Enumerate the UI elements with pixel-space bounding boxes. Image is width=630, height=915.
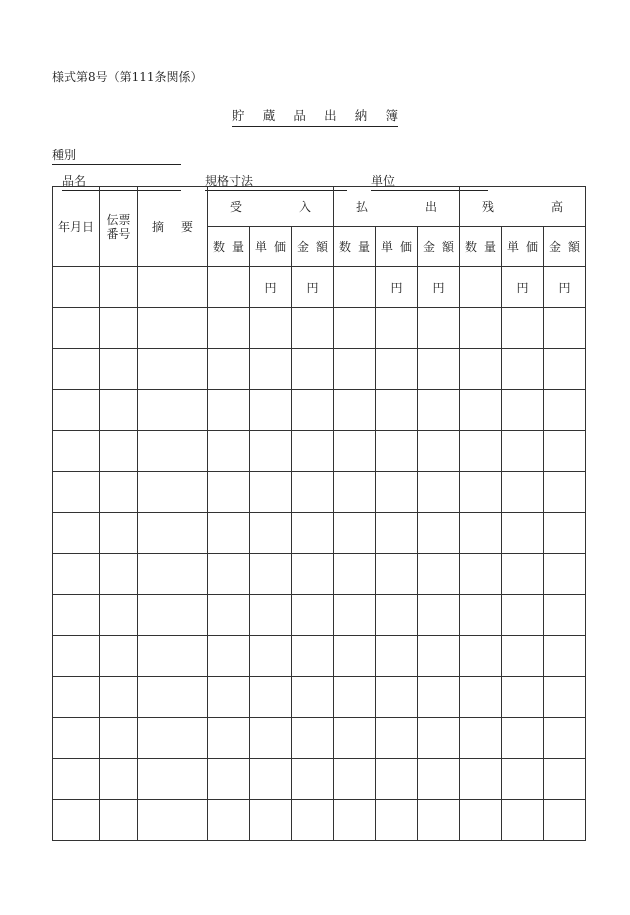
ledger-cell[interactable]	[208, 677, 250, 718]
ledger-cell[interactable]	[100, 636, 138, 677]
ledger-cell[interactable]	[502, 472, 544, 513]
ledger-cell[interactable]	[544, 431, 586, 472]
yen-unit-label: 円	[390, 280, 403, 295]
ledger-cell[interactable]	[100, 595, 138, 636]
quantity-header-char: 量	[357, 240, 370, 254]
payment-quantity-header	[334, 227, 376, 267]
ledger-cell[interactable]	[100, 513, 138, 554]
amount-header-char: 額	[567, 240, 580, 254]
ledger-cell[interactable]	[460, 267, 502, 308]
ledger-cell[interactable]	[418, 759, 460, 800]
ledger-cell[interactable]	[544, 595, 586, 636]
item-name-label: 品名	[62, 174, 87, 188]
ledger-cell[interactable]	[292, 472, 334, 513]
ledger-cell[interactable]	[292, 554, 334, 595]
quantity-header-char: 数	[213, 240, 226, 254]
ledger-cell[interactable]	[544, 718, 586, 759]
ledger-cell[interactable]	[53, 431, 100, 472]
ledger-cell[interactable]	[100, 390, 138, 431]
ledger-cell[interactable]	[53, 267, 100, 308]
ledger-cell[interactable]	[376, 554, 418, 595]
spec-label: 規格寸法	[205, 174, 254, 188]
ledger-cell[interactable]	[418, 308, 460, 349]
ledger-cell[interactable]	[208, 595, 250, 636]
ledger-cell[interactable]	[334, 554, 376, 595]
ledger-cell[interactable]	[334, 349, 376, 390]
ledger-cell[interactable]	[292, 390, 334, 431]
title-char: 品	[293, 108, 306, 123]
quantity-header-char: 量	[483, 240, 496, 254]
ledger-cell[interactable]	[502, 718, 544, 759]
ledger-cell[interactable]	[334, 472, 376, 513]
ledger-cell[interactable]	[292, 800, 334, 841]
ledger-cell[interactable]	[334, 759, 376, 800]
kind-field[interactable]	[52, 146, 181, 165]
quantity-header-char: 数	[465, 240, 478, 254]
ledger-cell[interactable]	[544, 800, 586, 841]
ledger-cell[interactable]	[376, 636, 418, 677]
ledger-cell[interactable]	[53, 513, 100, 554]
ledger-cell[interactable]	[544, 349, 586, 390]
yen-unit-label: 円	[432, 280, 445, 295]
ledger-cell[interactable]	[544, 759, 586, 800]
ledger-row	[53, 636, 586, 677]
ledger-cell[interactable]	[100, 431, 138, 472]
ledger-cell[interactable]	[53, 472, 100, 513]
ledger-cell[interactable]	[376, 677, 418, 718]
ledger-cell[interactable]	[138, 472, 208, 513]
ledger-row	[53, 513, 586, 554]
ledger-cell[interactable]	[138, 431, 208, 472]
ledger-cell[interactable]	[544, 554, 586, 595]
ledger-cell[interactable]	[250, 308, 292, 349]
ledger-cell[interactable]	[334, 636, 376, 677]
ledger-cell[interactable]	[376, 759, 418, 800]
ledger-cell[interactable]	[544, 636, 586, 677]
amount-header-char: 金	[549, 240, 562, 254]
ledger-cell[interactable]	[376, 431, 418, 472]
ledger-row	[53, 554, 586, 595]
ledger-cell[interactable]	[376, 349, 418, 390]
quantity-header-char: 量	[231, 240, 244, 254]
slip-header-line1: 伝票	[106, 212, 131, 227]
ledger-cell[interactable]	[502, 595, 544, 636]
ledger-cell[interactable]	[460, 554, 502, 595]
ledger-cell[interactable]	[502, 349, 544, 390]
title-char: 簿	[385, 108, 398, 123]
ledger-cell[interactable]	[53, 390, 100, 431]
yen-unit-label: 円	[264, 280, 277, 295]
ledger-cell[interactable]	[53, 718, 100, 759]
summary-char: 摘	[152, 220, 165, 234]
ledger-cell[interactable]	[138, 759, 208, 800]
ledger-cell[interactable]	[334, 595, 376, 636]
ledger-cell[interactable]	[502, 800, 544, 841]
ledger-cell[interactable]	[418, 472, 460, 513]
ledger-cell[interactable]	[208, 759, 250, 800]
amount-header-char: 金	[297, 240, 310, 254]
balance-header	[460, 187, 586, 227]
ledger-cell[interactable]	[502, 267, 544, 308]
ledger-cell[interactable]	[334, 677, 376, 718]
ledger-cell[interactable]	[544, 677, 586, 718]
ledger-cell[interactable]	[418, 267, 460, 308]
amount-header-char: 額	[441, 240, 454, 254]
ledger-cell[interactable]	[460, 718, 502, 759]
ledger-cell[interactable]	[100, 349, 138, 390]
yen-unit-label: 円	[516, 280, 529, 295]
balance-unit-price-header	[502, 227, 544, 267]
ledger-row	[53, 308, 586, 349]
ledger-cell[interactable]	[208, 390, 250, 431]
ledger-cell[interactable]	[250, 800, 292, 841]
ledger-cell[interactable]	[460, 390, 502, 431]
payment-header	[334, 187, 460, 227]
ledger-cell[interactable]	[53, 759, 100, 800]
ledger-cell[interactable]	[53, 595, 100, 636]
receipt-quantity-header	[208, 227, 250, 267]
ledger-cell[interactable]	[208, 800, 250, 841]
ledger-cell[interactable]	[334, 267, 376, 308]
ledger-row	[53, 472, 586, 513]
ledger-cell[interactable]	[250, 390, 292, 431]
ledger-cell[interactable]	[376, 718, 418, 759]
ledger-cell[interactable]	[460, 800, 502, 841]
unit-price-header-char: 価	[525, 240, 538, 254]
ledger-cell[interactable]	[250, 472, 292, 513]
title-char: 出	[324, 108, 337, 123]
receipt-amount-header	[292, 227, 334, 267]
balance-char: 残	[482, 200, 495, 214]
ledger-cell[interactable]	[100, 677, 138, 718]
ledger-cell[interactable]	[334, 431, 376, 472]
ledger-cell[interactable]	[418, 677, 460, 718]
balance-quantity-header	[460, 227, 502, 267]
ledger-cell[interactable]	[502, 554, 544, 595]
ledger-cell[interactable]	[250, 636, 292, 677]
ledger-cell[interactable]	[292, 308, 334, 349]
summary-char: 要	[180, 220, 193, 234]
ledger-cell[interactable]	[138, 800, 208, 841]
payment-unit-price-header	[376, 227, 418, 267]
amount-header-char: 金	[423, 240, 436, 254]
ledger-cell[interactable]	[376, 267, 418, 308]
ledger-cell[interactable]	[292, 267, 334, 308]
ledger-cell[interactable]	[460, 431, 502, 472]
ledger-cell[interactable]	[418, 800, 460, 841]
ledger-cell[interactable]	[138, 595, 208, 636]
yen-unit-label: 円	[558, 280, 571, 295]
ledger-cell[interactable]	[502, 759, 544, 800]
ledger-cell[interactable]	[208, 267, 250, 308]
ledger-row	[53, 349, 586, 390]
ledger-row	[53, 267, 586, 308]
ledger-cell[interactable]	[544, 267, 586, 308]
ledger-cell[interactable]	[208, 513, 250, 554]
ledger-cell[interactable]	[53, 308, 100, 349]
ledger-cell[interactable]	[376, 513, 418, 554]
ledger-cell[interactable]	[460, 595, 502, 636]
unit-price-header-char: 単	[507, 240, 520, 254]
ledger-cell[interactable]	[460, 472, 502, 513]
ledger-cell[interactable]	[292, 759, 334, 800]
title-char: 貯	[232, 108, 245, 123]
ledger-cell[interactable]	[418, 636, 460, 677]
payment-char: 出	[424, 200, 437, 214]
ledger-cell[interactable]	[502, 677, 544, 718]
ledger-cell[interactable]	[53, 349, 100, 390]
ledger-cell[interactable]	[138, 718, 208, 759]
ledger-cell[interactable]	[460, 759, 502, 800]
ledger-cell[interactable]	[334, 513, 376, 554]
ledger-cell[interactable]	[418, 390, 460, 431]
slip-header-line2: 番号	[106, 226, 131, 241]
ledger-row	[53, 677, 586, 718]
ledger-cell[interactable]	[138, 636, 208, 677]
ledger-cell[interactable]	[100, 267, 138, 308]
ledger-cell[interactable]	[53, 554, 100, 595]
ledger-cell[interactable]	[544, 472, 586, 513]
ledger-cell[interactable]	[100, 554, 138, 595]
ledger-cell[interactable]	[544, 390, 586, 431]
ledger-cell[interactable]	[292, 349, 334, 390]
ledger-row	[53, 759, 586, 800]
ledger-cell[interactable]	[250, 718, 292, 759]
ledger-cell[interactable]	[208, 431, 250, 472]
ledger-row	[53, 718, 586, 759]
ledger-cell[interactable]	[208, 636, 250, 677]
ledger-cell[interactable]	[138, 349, 208, 390]
ledger-cell[interactable]	[376, 390, 418, 431]
ledger-cell[interactable]	[138, 677, 208, 718]
slip-number-header	[100, 187, 138, 267]
title-char: 納	[354, 108, 368, 123]
ledger-cell[interactable]	[53, 636, 100, 677]
balance-char: 高	[550, 200, 563, 214]
ledger-cell[interactable]	[502, 308, 544, 349]
ledger-cell[interactable]	[53, 677, 100, 718]
unit-price-header-char: 単	[381, 240, 394, 254]
form-number: 様式第8号（第111条関係）	[52, 70, 203, 84]
ledger-cell[interactable]	[544, 513, 586, 554]
ledger-cell[interactable]	[376, 800, 418, 841]
ledger-cell[interactable]	[138, 267, 208, 308]
ledger-cell[interactable]	[502, 390, 544, 431]
ledger-cell[interactable]	[208, 308, 250, 349]
payment-amount-header	[418, 227, 460, 267]
ledger-cell[interactable]	[292, 431, 334, 472]
ledger-cell[interactable]	[418, 554, 460, 595]
ledger-cell[interactable]	[250, 267, 292, 308]
ledger-cell[interactable]	[460, 636, 502, 677]
summary-header	[138, 187, 208, 267]
document-title	[232, 106, 398, 127]
ledger-row	[53, 595, 586, 636]
ledger-cell[interactable]	[208, 472, 250, 513]
ledger-cell[interactable]	[250, 554, 292, 595]
ledger-cell[interactable]	[460, 513, 502, 554]
ledger-cell[interactable]	[502, 431, 544, 472]
ledger-cell[interactable]	[208, 718, 250, 759]
ledger-cell[interactable]	[250, 595, 292, 636]
kind-label: 種別	[52, 148, 77, 162]
ledger-cell[interactable]	[208, 554, 250, 595]
balance-amount-header	[544, 227, 586, 267]
ledger-cell[interactable]	[250, 513, 292, 554]
receipt-header	[208, 187, 334, 227]
ledger-cell[interactable]	[138, 513, 208, 554]
ledger-cell[interactable]	[100, 759, 138, 800]
ledger-cell[interactable]	[138, 554, 208, 595]
ledger-cell[interactable]	[100, 472, 138, 513]
ledger-cell[interactable]	[250, 431, 292, 472]
ledger-cell[interactable]	[100, 800, 138, 841]
ledger-cell[interactable]	[334, 800, 376, 841]
receipt-char: 入	[298, 200, 311, 214]
ledger-cell[interactable]	[292, 513, 334, 554]
receipt-unit-price-header	[250, 227, 292, 267]
unit-label: 単位	[371, 174, 396, 188]
quantity-header-char: 数	[339, 240, 352, 254]
ledger-cell[interactable]	[460, 349, 502, 390]
receipt-char: 受	[230, 200, 243, 214]
ledger-cell[interactable]	[208, 349, 250, 390]
date-header: 年月日	[53, 187, 100, 267]
ledger-row	[53, 800, 586, 841]
ledger-row	[53, 390, 586, 431]
ledger-cell[interactable]	[292, 677, 334, 718]
ledger-cell[interactable]	[502, 513, 544, 554]
payment-char: 払	[356, 200, 369, 214]
ledger-cell[interactable]	[334, 390, 376, 431]
ledger-cell[interactable]	[334, 308, 376, 349]
ledger-cell[interactable]	[334, 718, 376, 759]
ledger-cell[interactable]	[376, 472, 418, 513]
amount-header-char: 額	[315, 240, 328, 254]
ledger-cell[interactable]	[460, 677, 502, 718]
unit-price-header-char: 価	[273, 240, 286, 254]
ledger-cell[interactable]	[250, 349, 292, 390]
ledger-cell[interactable]	[53, 800, 100, 841]
ledger-cell[interactable]	[418, 349, 460, 390]
ledger-cell[interactable]	[418, 595, 460, 636]
ledger-cell[interactable]	[292, 595, 334, 636]
ledger-cell[interactable]	[138, 308, 208, 349]
ledger-cell[interactable]	[292, 718, 334, 759]
ledger-cell[interactable]	[292, 636, 334, 677]
unit-price-header-char: 単	[255, 240, 268, 254]
ledger-cell[interactable]	[376, 595, 418, 636]
yen-unit-label: 円	[306, 280, 319, 295]
ledger-cell[interactable]	[250, 759, 292, 800]
ledger-cell[interactable]	[418, 513, 460, 554]
ledger-table	[52, 186, 586, 841]
title-char: 蔵	[262, 108, 276, 123]
ledger-cell[interactable]	[376, 308, 418, 349]
ledger-cell[interactable]	[100, 718, 138, 759]
ledger-cell[interactable]	[100, 308, 138, 349]
ledger-cell[interactable]	[138, 390, 208, 431]
ledger-cell[interactable]	[544, 308, 586, 349]
ledger-cell[interactable]	[418, 431, 460, 472]
ledger-cell[interactable]	[502, 636, 544, 677]
ledger-cell[interactable]	[460, 308, 502, 349]
ledger-cell[interactable]	[418, 718, 460, 759]
ledger-cell[interactable]	[250, 677, 292, 718]
unit-price-header-char: 価	[399, 240, 412, 254]
ledger-row	[53, 431, 586, 472]
